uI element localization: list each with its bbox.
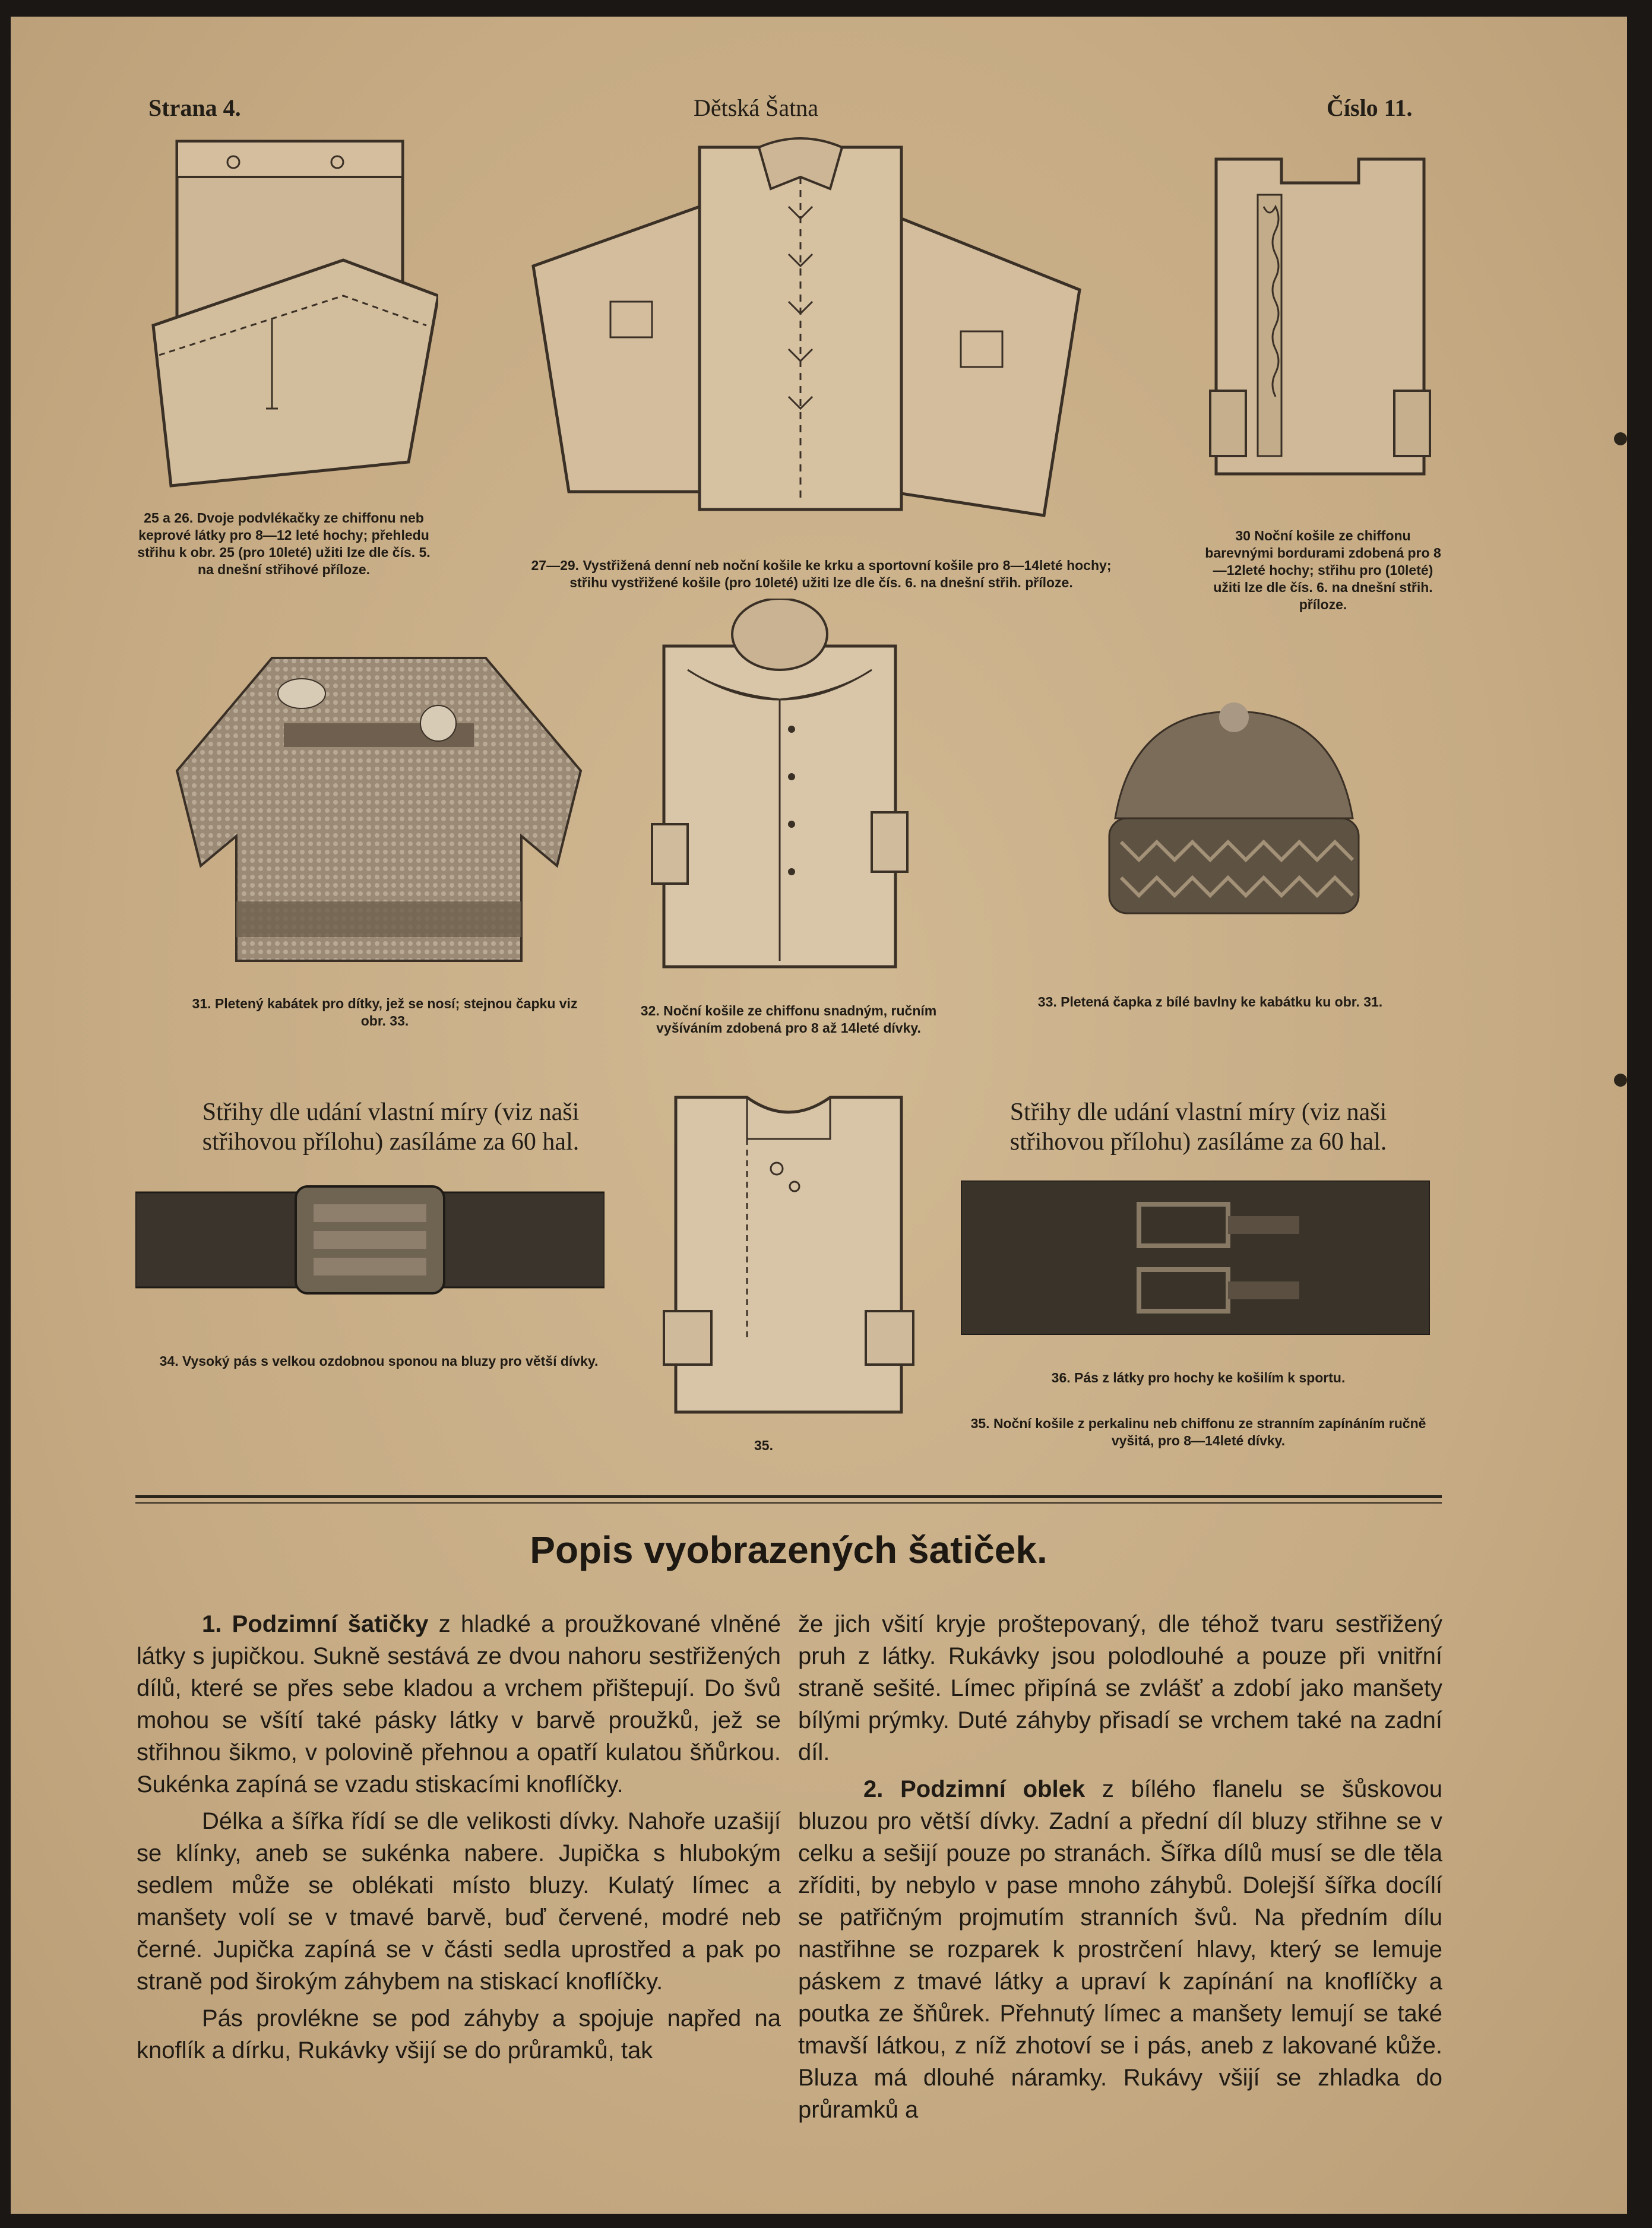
binding-mark [1614,432,1627,445]
paragraph-5 [798,1773,1442,2126]
caption-fig25-26: 25 a 26. Dvoje podvlékačky ze chiffonu neb keprové látky pro 8—12 leté hochy; přehledu střihu k obr. 25 (pro 10leté) užiti lze dle čís. 5. na dnešní střihové příloze. [137,510,431,577]
illustration-night-shirt-boys [1204,141,1436,486]
paragraph-1 [137,1608,781,1800]
page-number-header: Strana 4. [148,94,241,121]
illustration-knitted-cap [1085,700,1382,925]
paragraph-4: že jich všití kryje proštepovaný, dle téhož tvaru sestřižený pruh z látky. Rukávky jsou polodlouhé a pouze při vnitřní straně sešité. Límec připíná se zvlášť a zdobí jako manšety bílými prýmky. Duté záhyby přisadí se vrchem také na zadní díl. [798,1611,1442,1765]
paragraph-3: Pás provlékne se pod záhyby a spojuje napřed na knoflík a dírku, Rukávky všijí se do průramků, tak [137,2005,781,2064]
illustration-boys-shirts [521,135,1091,527]
paragraph-5-lead: 2. Podzimní oblek [863,1776,1085,1802]
caption-fig35-label: 35. [754,1438,773,1453]
binding-mark [1614,1074,1627,1087]
illustration-night-shirt-side-closure [658,1074,919,1418]
caption-fig31: 31. Pletený kabátek pro dítky, jež se nosí; stejnou čapku viz obr. 33. [192,996,578,1028]
illustration-sport-belt [961,1181,1430,1335]
caption-fig36: 36. Pás z látky pro hochy ke košilím k sportu. [1051,1370,1346,1385]
paragraph-2: Délka a šířka řídí se dle velikosti dívky. Nahoře uzašijí se klínky, aneb se sukénka nabere. Jupička s hlubokým sedlem může se oblékati místo bluzy. Kulatý límec a manšety volí se v tmavé barvě, buď červené, modré neb černé. Jupička zapíná se v části sedla uprostřed a pak po straně pod širokým záhybem na stiskací knoflíčky. [137,1808,781,1995]
caption-fig30: 30 Noční košile ze chiffonu barevnými bordurami zdobená pro 8—12leté hochy; střihu pro (10leté) užiti lze dle čís. 6. na dnešní střih. příloze. [1205,528,1441,612]
issue-number-header: Číslo 11. [1327,94,1413,121]
magazine-title-header: Dětská Šatna [694,94,818,121]
caption-fig33: 33. Pletená čapka z bílé bavlny ke kabátku ku obr. 31. [1037,994,1383,1009]
caption-fig35: 35. Noční košile z perkalinu neb chiffonu ze stranním zapínáním ručně vyšitá, pro 8—14leté dívky. [970,1416,1426,1448]
paragraph-5-text: z bílého flanelu se šůskovou bluzou pro větší dívky. Zadní a přední díl bluzy střihne se v celku a sešijí pouze po stranách. Šířka dílů musí se dle těla zříditi, by nebylo v pase mnoho záhybů. Dolejší šířka docílí se patřičným projmutím stranních švů. Na předním dílu nastřihne se rozparek k prostrčení hlavy, který se lemuje páskem z tmavé látky a upraví k zapínání na knoflíčky a poutka ze šňůrek. Přehnutý límec a manšety lemují se také tmavší látkou, z níž zhotoví se i pás, aneb z lakované kůže. Bluza má dlouhé náramky. Rukávy všijí se zhladka do průramků a [798,1776,1442,2123]
paragraph-1-lead: 1. Podzimní šatičky [202,1611,429,1637]
illustration-night-shirt-girls [640,599,919,973]
text-column-left [137,1608,781,2071]
section-rule-thin [135,1502,1442,1504]
illustration-belt-buckle [135,1181,605,1299]
magazine-page [11,17,1627,2214]
pattern-offer-note-right: Střihy dle udání vlastní míry (viz naši střihovou přílohu) zasíláme za 60 hal. [1009,1099,1387,1156]
illustration-knitted-jacket [165,640,593,979]
section-rule-thick [135,1495,1442,1498]
pattern-offer-note-left: Střihy dle udání vlastní míry (viz naši střihovou přílohu) zasíláme za 60 hal. [202,1099,580,1156]
caption-fig34: 34. Vysoký pás s velkou ozdobnou sponou na bluzy pro větší dívky. [159,1353,599,1369]
caption-fig32: 32. Noční košile ze chiffonu snadným, ručním vyšíváním zdobená pro 8 až 14leté dívky. [640,1003,937,1036]
paragraph-1-text: z hladké a proužkované vlněné látky s jupičkou. Sukně sestává ze dvou nahoru sestřižených dílů, které se přes sebe kladou a vrchem přištepují. Do švů mohou se všítí také pásky látky v barvě proužků, jež se střihnou šikmo, v polovině přehnou a opatří kulatou šňůrkou. Sukénka zapíná se vzadu stiskacími knoflíčky. [137,1611,781,1797]
illustration-underpants [129,129,438,498]
text-column-right [798,1608,1442,2131]
caption-fig27-29: 27—29. Vystřižená denní neb noční košile ke krku a sportovní košile pro 8—14leté hochy; střihu vystřižené košile (pro 10leté) užiti lze dle čís. 6. na dnešní střih. příloze. [531,558,1112,590]
section-title: Popis vyobrazených šatiček. [530,1528,1047,1571]
